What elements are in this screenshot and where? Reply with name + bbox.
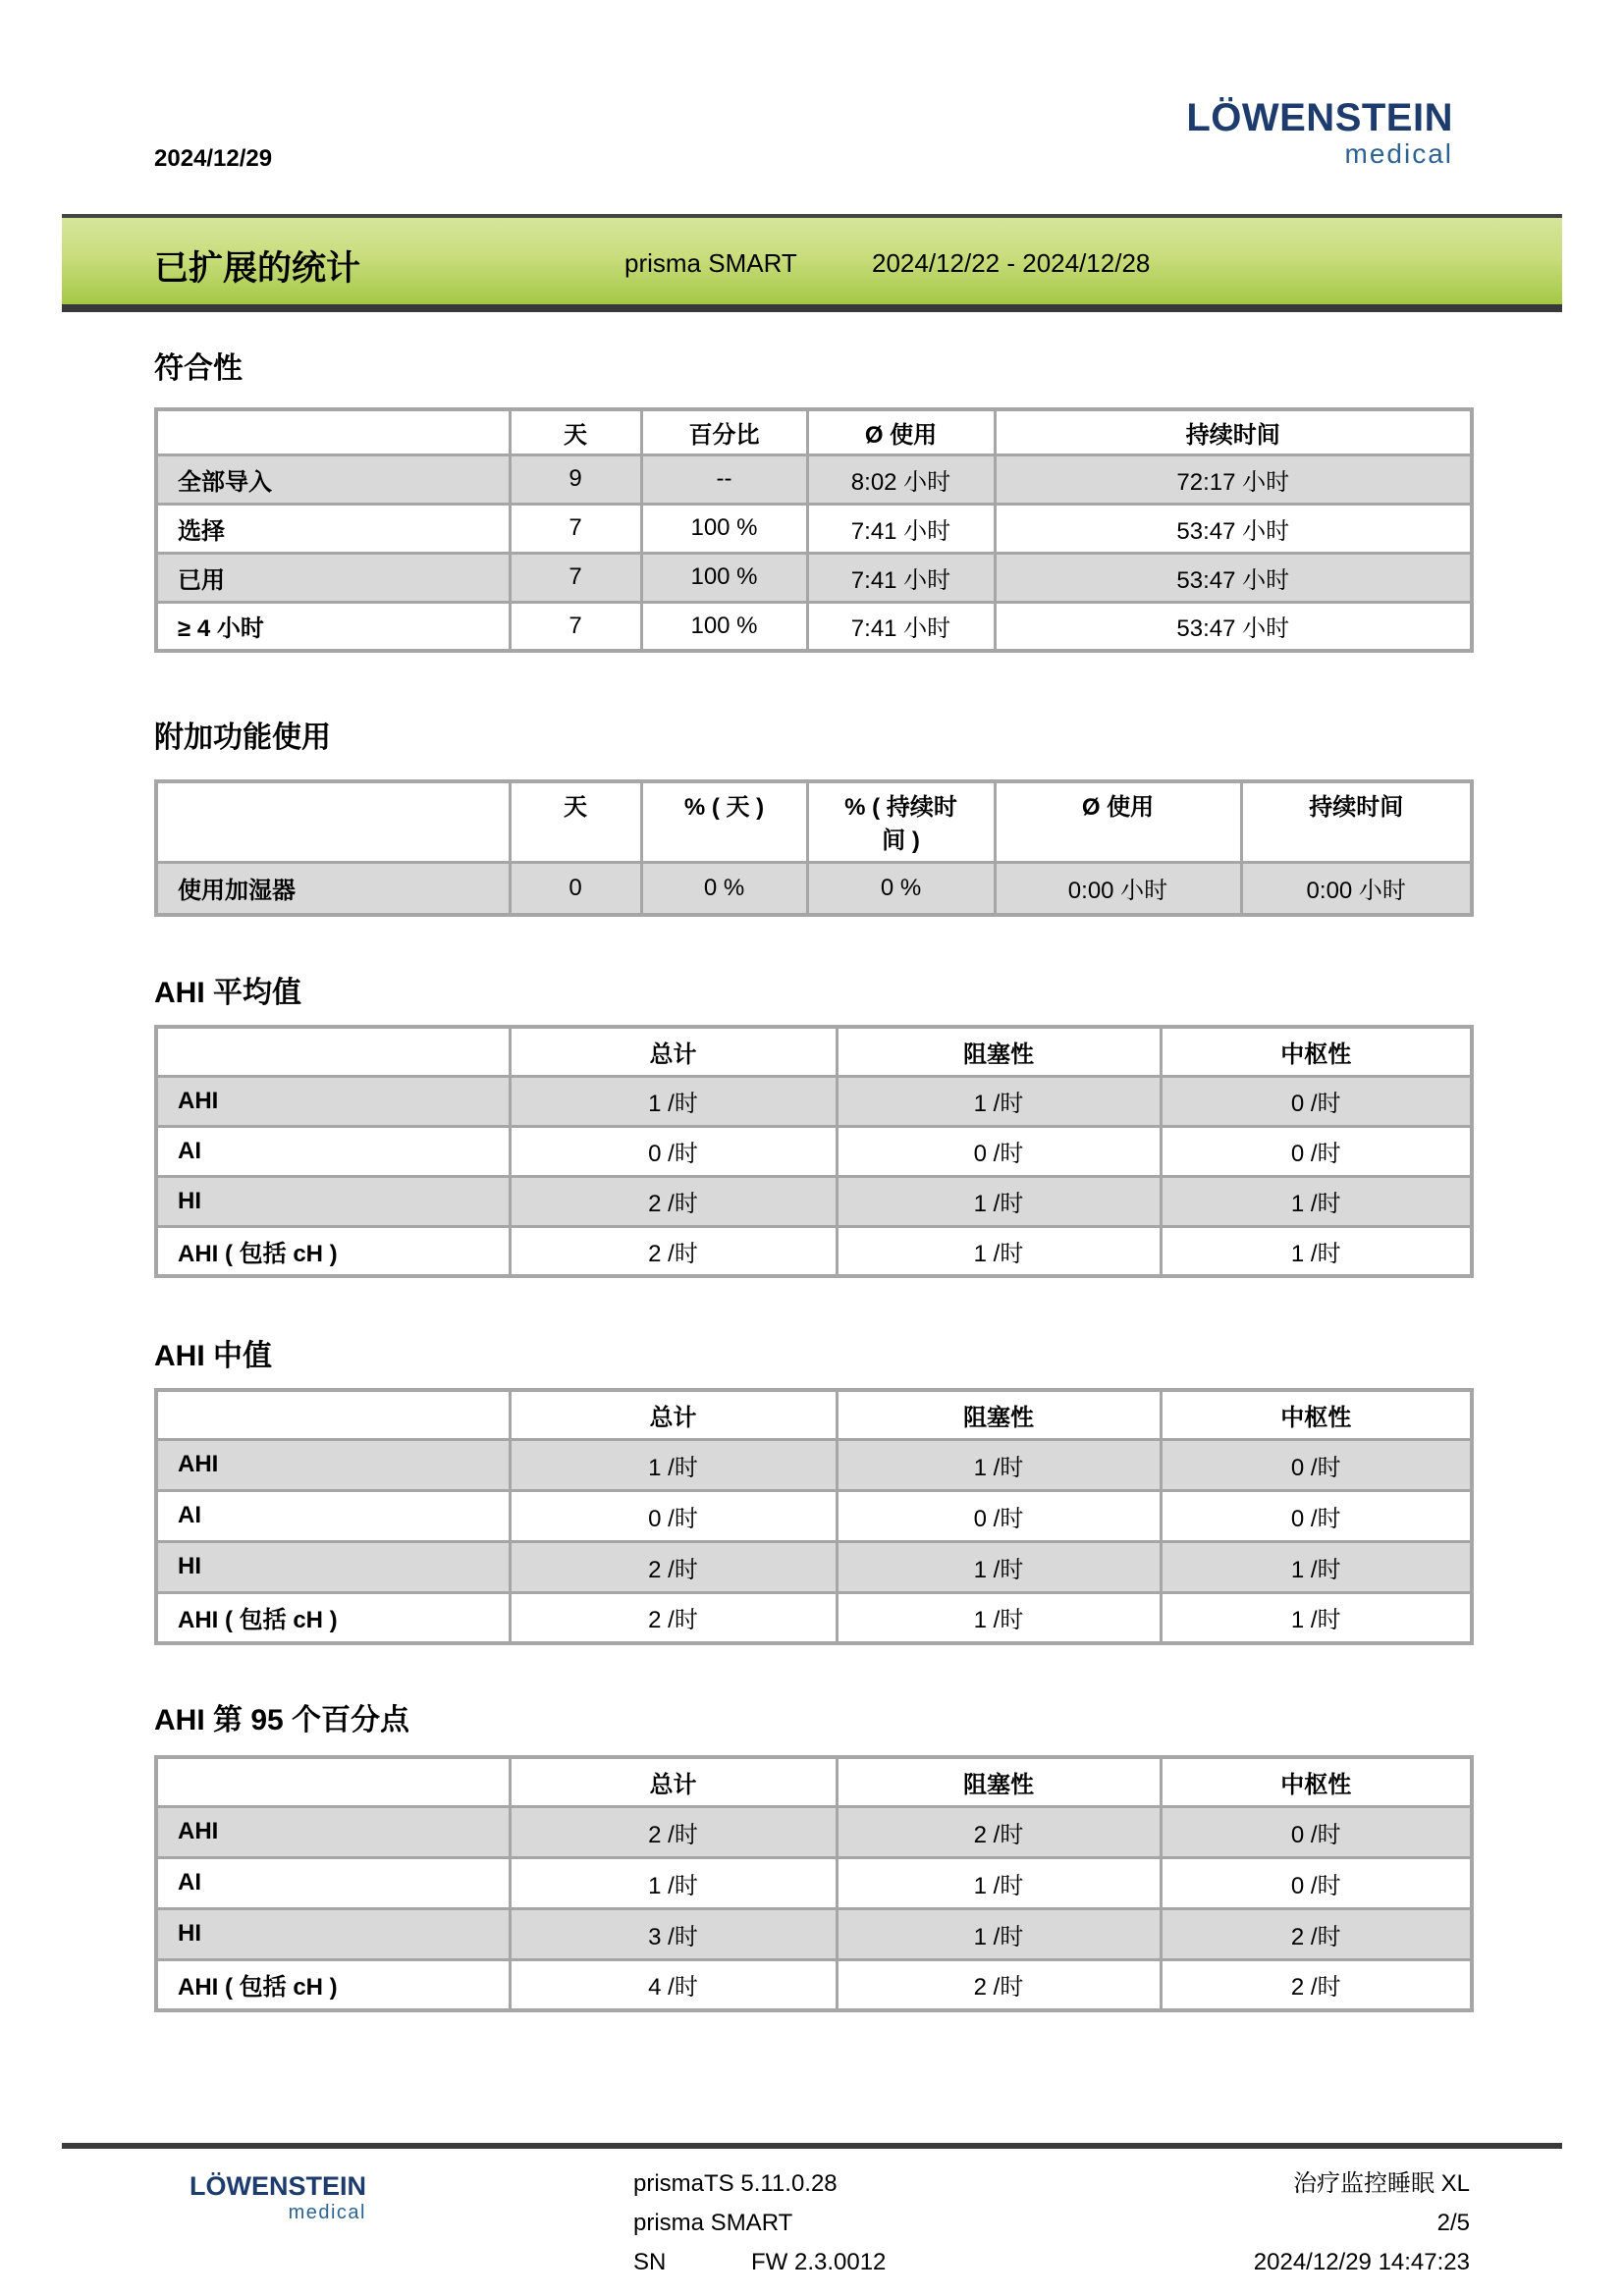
footer-sn-fw-line xyxy=(633,2243,886,2282)
footer-page-number: 2/5 xyxy=(1436,2210,1470,2236)
table-row xyxy=(156,504,1472,553)
cell-value: 0 /时 xyxy=(510,1490,837,1541)
col-header: 阻塞性 xyxy=(837,1757,1161,1806)
cell-value: 1 /时 xyxy=(837,1908,1161,1959)
cell-value: 0 % xyxy=(641,862,807,915)
footer-divider xyxy=(62,2143,1562,2149)
row-label: AHI ( 包括 cH ) xyxy=(156,1592,510,1643)
logo-wordmark: LÖWENSTEIN xyxy=(189,2171,366,2201)
cell-value: 1 /时 xyxy=(837,1857,1161,1908)
table-row xyxy=(156,553,1472,602)
cell-value: 2 /时 xyxy=(510,1226,837,1276)
row-label: HI xyxy=(156,1176,510,1226)
cell-value: 2 /时 xyxy=(510,1806,837,1857)
cell-value: 1 /时 xyxy=(510,1439,837,1490)
cell-value: 2 /时 xyxy=(510,1176,837,1226)
cell-value: 53:47 小时 xyxy=(995,504,1472,553)
cell-value: 0 /时 xyxy=(837,1490,1161,1541)
row-label: AHI ( 包括 cH ) xyxy=(156,1226,510,1276)
logo-wordmark: LÖWENSTEIN xyxy=(1186,96,1453,139)
col-header: Ø 使用 xyxy=(807,409,995,454)
cell-value: 100 % xyxy=(641,602,807,651)
footer-software-version: prismaTS 5.11.0.28 xyxy=(633,2170,838,2197)
table-row xyxy=(156,1806,1472,1857)
cell-value: 100 % xyxy=(641,504,807,553)
section-heading-ahi-median: AHI 中值 xyxy=(154,1340,272,1372)
cell-value: 53:47 小时 xyxy=(995,553,1472,602)
table-row xyxy=(156,1541,1472,1592)
cell-value: 0 /时 xyxy=(1161,1439,1472,1490)
footer-timestamp: 2024/12/29 14:47:23 xyxy=(1253,2249,1470,2275)
cell-value: 0 /时 xyxy=(510,1126,837,1176)
cell-value: 2 /时 xyxy=(1161,1908,1472,1959)
footer-firmware: FW 2.3.0012 xyxy=(751,2249,887,2275)
col-header: 阻塞性 xyxy=(837,1027,1161,1076)
cell-value: 1 /时 xyxy=(1161,1226,1472,1276)
ahi-p95-table xyxy=(154,1755,1474,2012)
cell-value: 7 xyxy=(510,602,641,651)
table-row xyxy=(156,1226,1472,1276)
cell-value: 1 /时 xyxy=(837,1176,1161,1226)
table-header-row xyxy=(156,1027,1472,1076)
col-header xyxy=(156,1390,510,1439)
header-date: 2024/12/29 xyxy=(154,145,273,172)
table-header-row xyxy=(156,781,1472,862)
row-label: AHI xyxy=(156,1806,510,1857)
table-row xyxy=(156,602,1472,651)
table-row xyxy=(156,1126,1472,1176)
table-row xyxy=(156,1076,1472,1126)
col-header: Ø 使用 xyxy=(995,781,1241,862)
footer-report-info xyxy=(1254,2164,1470,2282)
col-header: 百分比 xyxy=(641,409,807,454)
table-row xyxy=(156,1176,1472,1226)
cell-value: 0 /时 xyxy=(1161,1126,1472,1176)
page-title: 已扩展的统计 xyxy=(154,249,361,288)
section-heading-ahi-p95: AHI 第 95 个百分点 xyxy=(154,1704,410,1736)
cell-value: 2 /时 xyxy=(510,1541,837,1592)
table-header-row xyxy=(156,1757,1472,1806)
cell-value: 2 /时 xyxy=(510,1592,837,1643)
footer-device-name: prisma SMART xyxy=(633,2210,793,2236)
col-header: 中枢性 xyxy=(1161,1027,1472,1076)
cell-value: 1 /时 xyxy=(1161,1592,1472,1643)
col-header: 总计 xyxy=(510,1390,837,1439)
row-label: HI xyxy=(156,1541,510,1592)
table-row xyxy=(156,1908,1472,1959)
footer-sn-label: SN xyxy=(633,2249,667,2275)
footer-device-info xyxy=(633,2164,886,2282)
row-label: AHI xyxy=(156,1439,510,1490)
cell-value: 1 /时 xyxy=(837,1541,1161,1592)
cell-value: 0 /时 xyxy=(1161,1076,1472,1126)
cell-value: 0:00 小时 xyxy=(1241,862,1472,915)
cell-value: 4 /时 xyxy=(510,1959,837,2010)
cell-value: 1 /时 xyxy=(1161,1541,1472,1592)
cell-value: 7:41 小时 xyxy=(807,504,995,553)
compliance-table xyxy=(154,407,1474,653)
cell-value: 7:41 小时 xyxy=(807,602,995,651)
table-row xyxy=(156,454,1472,504)
cell-value: 9 xyxy=(510,454,641,504)
row-label: HI xyxy=(156,1908,510,1959)
cell-value: 72:17 小时 xyxy=(995,454,1472,504)
cell-value: 1 /时 xyxy=(837,1076,1161,1126)
col-header xyxy=(156,781,510,862)
cell-value: 53:47 小时 xyxy=(995,602,1472,651)
cell-value: 7 xyxy=(510,553,641,602)
col-header: 阻塞性 xyxy=(837,1390,1161,1439)
cell-value: 0 /时 xyxy=(1161,1806,1472,1857)
row-label: 使用加湿器 xyxy=(156,862,510,915)
col-header: % ( 持续时间 ) xyxy=(807,781,995,862)
cell-value: 0 xyxy=(510,862,641,915)
title-bar xyxy=(62,214,1562,312)
cell-value: 1 /时 xyxy=(510,1076,837,1126)
cell-value: 2 /时 xyxy=(837,1806,1161,1857)
cell-value: 0 /时 xyxy=(1161,1490,1472,1541)
cell-value: 7 xyxy=(510,504,641,553)
table-row xyxy=(156,862,1472,915)
cell-value: 2 /时 xyxy=(1161,1959,1472,2010)
row-label: 已用 xyxy=(156,553,510,602)
cell-value: 1 /时 xyxy=(837,1439,1161,1490)
device-name: prisma SMART xyxy=(624,248,797,278)
row-label: AI xyxy=(156,1857,510,1908)
cell-value: 100 % xyxy=(641,553,807,602)
section-heading-extras: 附加功能使用 xyxy=(154,721,331,754)
date-range: 2024/12/22 - 2024/12/28 xyxy=(872,248,1151,278)
col-header: % ( 天 ) xyxy=(641,781,807,862)
cell-value: 2 /时 xyxy=(837,1959,1161,2010)
col-header: 中枢性 xyxy=(1161,1757,1472,1806)
table-header-row xyxy=(156,1390,1472,1439)
cell-value: 1 /时 xyxy=(837,1592,1161,1643)
cell-value: 0:00 小时 xyxy=(995,862,1241,915)
row-label: AI xyxy=(156,1490,510,1541)
extras-table xyxy=(154,779,1474,917)
table-row xyxy=(156,1857,1472,1908)
row-label: AHI ( 包括 cH ) xyxy=(156,1959,510,2010)
row-label: 选择 xyxy=(156,504,510,553)
col-header xyxy=(156,1027,510,1076)
col-header: 持续时间 xyxy=(1241,781,1472,862)
col-header: 总计 xyxy=(510,1757,837,1806)
col-header: 中枢性 xyxy=(1161,1390,1472,1439)
row-label: AHI xyxy=(156,1076,510,1126)
table-row xyxy=(156,1959,1472,2010)
table-row xyxy=(156,1439,1472,1490)
row-label: 全部导入 xyxy=(156,454,510,504)
section-heading-compliance: 符合性 xyxy=(154,352,243,385)
ahi-median-table xyxy=(154,1388,1474,1645)
cell-value: 3 /时 xyxy=(510,1908,837,1959)
footer-report-type: 治疗监控睡眠 XL xyxy=(1292,2170,1470,2197)
row-label: AI xyxy=(156,1126,510,1176)
table-header-row xyxy=(156,409,1472,454)
table-row xyxy=(156,1490,1472,1541)
lowenstein-logo xyxy=(1186,96,1453,169)
cell-value: 0 /时 xyxy=(1161,1857,1472,1908)
cell-value: 1 /时 xyxy=(1161,1176,1472,1226)
col-header: 持续时间 xyxy=(995,409,1472,454)
section-heading-ahi-mean: AHI 平均值 xyxy=(154,977,301,1009)
logo-subtitle: medical xyxy=(1344,138,1453,169)
cell-value: 0 /时 xyxy=(837,1126,1161,1176)
cell-value: 0 % xyxy=(807,862,995,915)
cell-value: 7:41 小时 xyxy=(807,553,995,602)
cell-value: -- xyxy=(641,454,807,504)
cell-value: 1 /时 xyxy=(837,1226,1161,1276)
col-header: 总计 xyxy=(510,1027,837,1076)
table-row xyxy=(156,1592,1472,1643)
col-header: 天 xyxy=(510,781,641,862)
row-label: ≥ 4 小时 xyxy=(156,602,510,651)
ahi-mean-table xyxy=(154,1025,1474,1278)
col-header xyxy=(156,409,510,454)
cell-value: 8:02 小时 xyxy=(807,454,995,504)
cell-value: 1 /时 xyxy=(510,1857,837,1908)
col-header xyxy=(156,1757,510,1806)
col-header: 天 xyxy=(510,409,641,454)
footer-lowenstein-logo xyxy=(175,2171,366,2224)
logo-subtitle: medical xyxy=(288,2202,366,2223)
